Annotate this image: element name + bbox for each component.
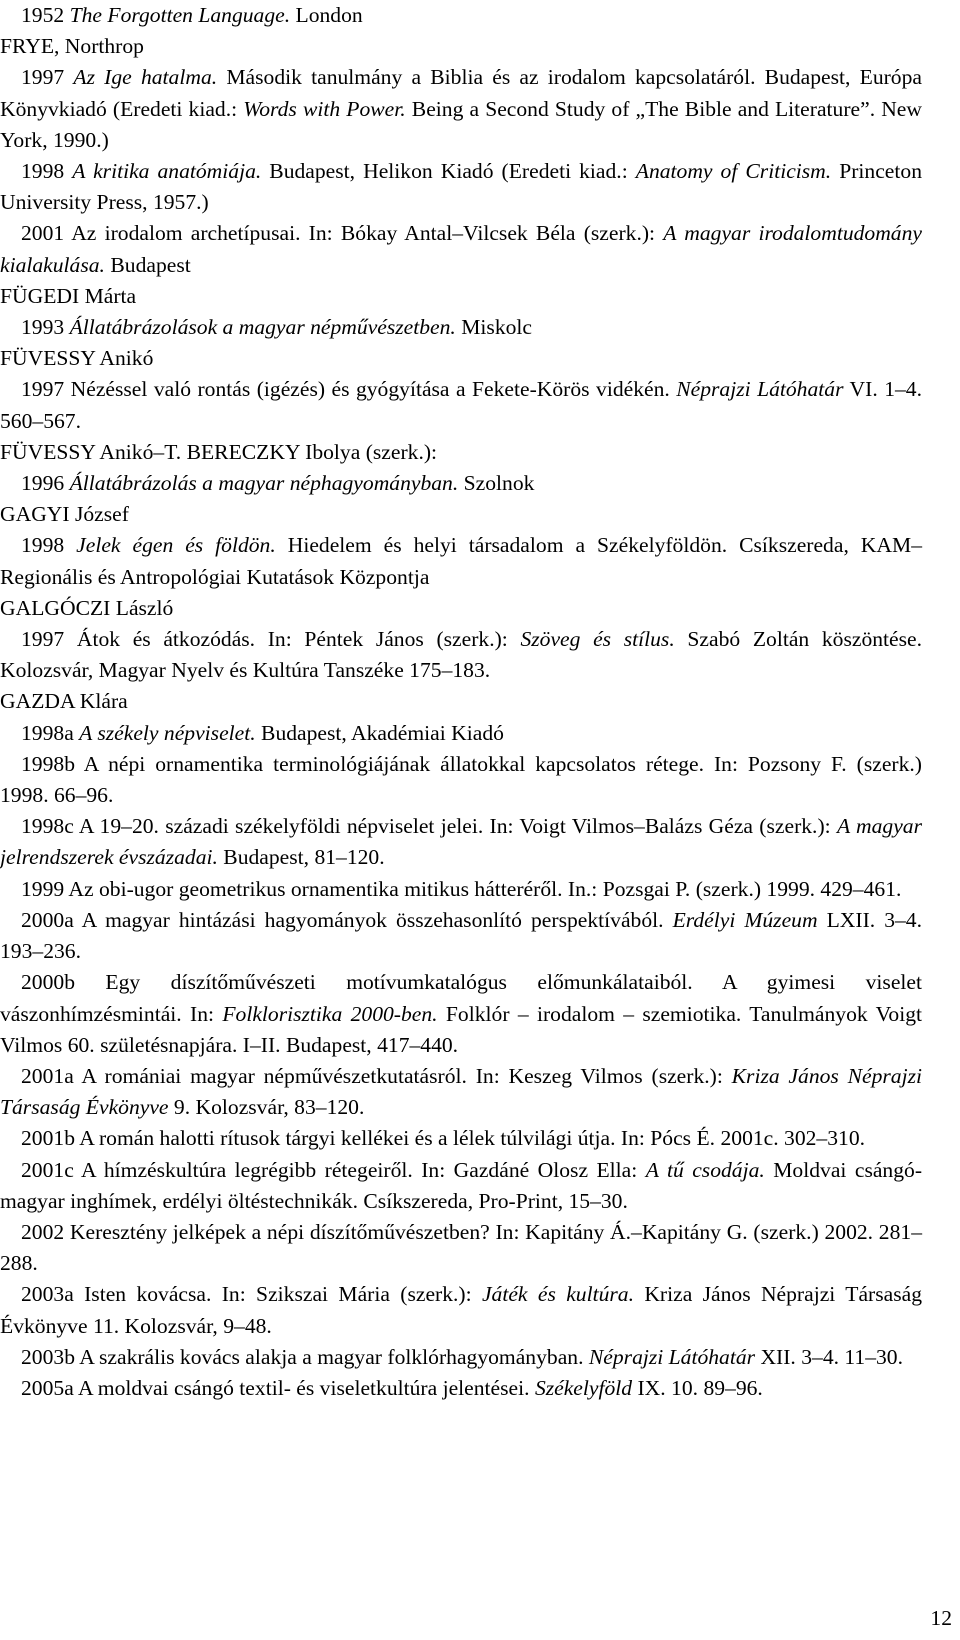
entry-text: LXII. 3–4. 193–236. xyxy=(0,907,922,964)
work-title: A kritika anatómiája. xyxy=(72,159,262,184)
work-title: A magyar irodalomtudomány kialakulása. xyxy=(0,221,922,277)
work-title: Kriza János Néprajzi Társaság Évkönyve xyxy=(0,1063,922,1120)
work-title: A székely népviselet. xyxy=(79,720,256,745)
bibliography-entry xyxy=(0,624,922,686)
entry-text: Szolnok xyxy=(458,471,535,496)
bibliography-entry xyxy=(0,312,922,343)
entry-text: 2001c A hímzéskultúra legrégibb rétegeiről. In: Gazdáné Olosz Ella: xyxy=(21,1157,646,1182)
bibliography-entry xyxy=(0,156,922,218)
entry-text: Szabó Zoltán köszöntése. Kolozsvár, Magyar Nyelv és Kultúra Tanszéke 175–183. xyxy=(0,627,923,683)
work-title: Néprajzi Látóhatár xyxy=(676,377,844,402)
author-heading xyxy=(0,686,922,717)
entry-text: Kriza János Néprajzi Társaság Évkönyve 11. Kolozsvár, 9–48. xyxy=(0,1282,922,1338)
bibliography-entry xyxy=(0,1217,922,1279)
entry-text: Budapest, Akadémiai Kiadó xyxy=(255,720,504,745)
work-title: Words with Power. xyxy=(243,96,406,121)
entry-text: 2003b A szakrális kovács alakja a magyar folklórhagyományban. xyxy=(21,1344,589,1369)
bibliography-entry xyxy=(0,967,922,1061)
bibliography-entry xyxy=(0,1373,922,1404)
entry-text: IX. 10. 89–96. xyxy=(632,1375,763,1400)
author-heading xyxy=(0,437,922,468)
work-title: Erdélyi Múzeum xyxy=(672,907,818,932)
entry-text: Budapest, 81–120. xyxy=(217,845,385,870)
entry-text: 1998 xyxy=(21,159,73,184)
entry-text: Hiedelem és helyi társadalom a Székelyföldön. Csíkszereda, KAM–Regionális és Antropológiai Kutatások Központja xyxy=(0,533,922,589)
entry-text: FÜGEDI Márta xyxy=(0,283,137,308)
entry-text: Moldvai csángó-magyar inghímek, erdélyi öltéstechnikák. Csíkszereda, Pro-Print, 15–30. xyxy=(0,1157,923,1213)
entry-text: London xyxy=(290,3,363,27)
entry-text: FÜVESSY Anikó–T. BERECZKY Ibolya (szerk.): xyxy=(0,439,438,464)
bibliography-entry xyxy=(0,62,922,156)
author-heading xyxy=(0,593,922,624)
bibliography-entry xyxy=(0,468,922,499)
entry-text: 1998 xyxy=(21,533,77,558)
entry-text: Being a Second Study of „The Bible and Literature”. New York, 1990.) xyxy=(0,96,922,152)
entry-text: 2000b Egy díszítőművészeti motívumkatalógus előmunkálataiból. A gyimesi viselet vászonhímzésmintái. In: xyxy=(0,970,922,1026)
entry-text: Második tanulmány a Biblia és az irodalom kapcsolatáról. Budapest, Európa Könyvkiadó (Eredeti kiad.: xyxy=(0,65,922,121)
entry-text: 1998c A 19–20. századi székelyföldi népviselet jelei. In: Voigt Vilmos–Balázs Géza (szerk.): xyxy=(21,814,837,839)
work-title: Anatomy of Criticism. xyxy=(635,159,832,184)
bibliography-entry xyxy=(0,811,922,873)
bibliography-entry xyxy=(0,1061,922,1123)
work-title: Állatábrázolás a magyar néphagyományban. xyxy=(69,471,459,496)
entry-text: 1997 Átok és átkozódás. In: Péntek János (szerk.): xyxy=(21,627,521,652)
entry-text: 2001 Az irodalom archetípusai. In: Bókay Antal–Vilcsek Béla (szerk.): xyxy=(21,221,664,246)
bibliography-entry xyxy=(0,874,922,905)
entry-text: 2005a A moldvai csángó textil- és viseletkultúra jelentései. xyxy=(21,1375,535,1400)
work-title: Az Ige hatalma. xyxy=(73,65,218,90)
entry-text: Princeton University Press, 1957.) xyxy=(0,159,922,215)
entry-text: 2000a A magyar hintázási hagyományok összehasonlító perspektívából. xyxy=(21,907,673,932)
entry-text: VI. 1–4. 560–567. xyxy=(0,377,922,433)
entry-text: Budapest xyxy=(104,252,191,277)
work-title: Játék és kultúra. xyxy=(481,1282,634,1307)
work-title: Székelyföld xyxy=(534,1375,633,1400)
entry-text: 2001b A román halotti rítusok tárgyi kellékei és a lélek túlvilági útja. In: Pócs É. 2001c. 302–310. xyxy=(21,1126,866,1151)
author-heading xyxy=(0,31,922,62)
work-title: Jelek égen és földön. xyxy=(76,533,276,558)
bibliography-entry xyxy=(0,218,922,280)
work-title: Néprajzi Látóhatár xyxy=(588,1344,756,1369)
entry-text: 1999 Az obi-ugor geometrikus ornamentika mitikus hátteréről. In.: Pozsgai P. (szerk.) 1999. 429–461. xyxy=(21,876,902,901)
bibliography-entry xyxy=(0,374,922,436)
entry-text: 1998b A népi ornamentika terminológiájának állatokkal kapcsolatos rétege. In: Pozsony F. (szerk.) 1998. 66–96. xyxy=(0,751,922,808)
bibliography-entry xyxy=(0,749,922,811)
entry-text: 1993 xyxy=(21,315,70,340)
entry-text: XII. 3–4. 11–30. xyxy=(755,1344,904,1369)
work-title: A magyar jelrendszerek évszázadai. xyxy=(0,814,922,870)
entry-text: FRYE, Northrop xyxy=(0,34,144,59)
entry-text: GALGÓCZI László xyxy=(0,595,174,620)
page-number: 12 xyxy=(930,1606,952,1630)
work-title: Szöveg és stílus. xyxy=(520,627,675,652)
author-heading xyxy=(0,281,922,312)
entry-text: GAGYI József xyxy=(0,502,129,527)
entry-text: 9. Kolozsvár, 83–120. xyxy=(168,1095,365,1120)
work-title: Állatábrázolások a magyar népművészetben. xyxy=(69,315,456,340)
bibliography-entry xyxy=(0,905,922,967)
bibliography-entry xyxy=(0,1123,922,1154)
entry-text: 1952 xyxy=(21,3,70,27)
entry-text: Miskolc xyxy=(455,315,533,340)
entry-text: Folklór – irodalom – szemiotika. Tanulmányok Voigt Vilmos 60. születésnapjára. I–II. Budapest, 417–440. xyxy=(0,1001,922,1057)
bibliography-entry xyxy=(0,1155,922,1217)
entry-text: Budapest, Helikon Kiadó (Eredeti kiad.: xyxy=(261,159,636,184)
bibliography-entry xyxy=(0,1342,922,1373)
entry-text: 2001a A romániai magyar népművészetkutatásról. In: Keszeg Vilmos (szerk.): xyxy=(21,1063,732,1088)
entry-text: FÜVESSY Anikó xyxy=(0,346,154,371)
bibliography-entry xyxy=(0,718,922,749)
author-heading xyxy=(0,343,922,374)
bibliography-entry xyxy=(0,1279,922,1341)
work-title: A tű csodája. xyxy=(645,1157,765,1182)
entry-text: 1998a xyxy=(21,720,80,745)
bibliography-entry xyxy=(0,530,922,592)
entry-text: 1997 Nézéssel való rontás (igézés) és gyógyítása a Fekete-Körös vidékén. xyxy=(21,377,677,402)
entry-text: 1997 xyxy=(21,65,74,90)
entry-text: 1996 xyxy=(21,471,70,496)
entry-text: 2003a Isten kovácsa. In: Szikszai Mária (szerk.): xyxy=(21,1282,482,1307)
work-title: Folklorisztika 2000-ben. xyxy=(222,1001,438,1026)
work-title: The Forgotten Language. xyxy=(69,3,291,27)
bibliography-entry xyxy=(0,0,922,31)
entry-text: 2002 Keresztény jelképek a népi díszítőművészetben? In: Kapitány Á.–Kapitány G. (szerk.) 2002. 281–288. xyxy=(0,1219,922,1276)
author-heading xyxy=(0,499,922,530)
entry-text: GAZDA Klára xyxy=(0,689,128,714)
